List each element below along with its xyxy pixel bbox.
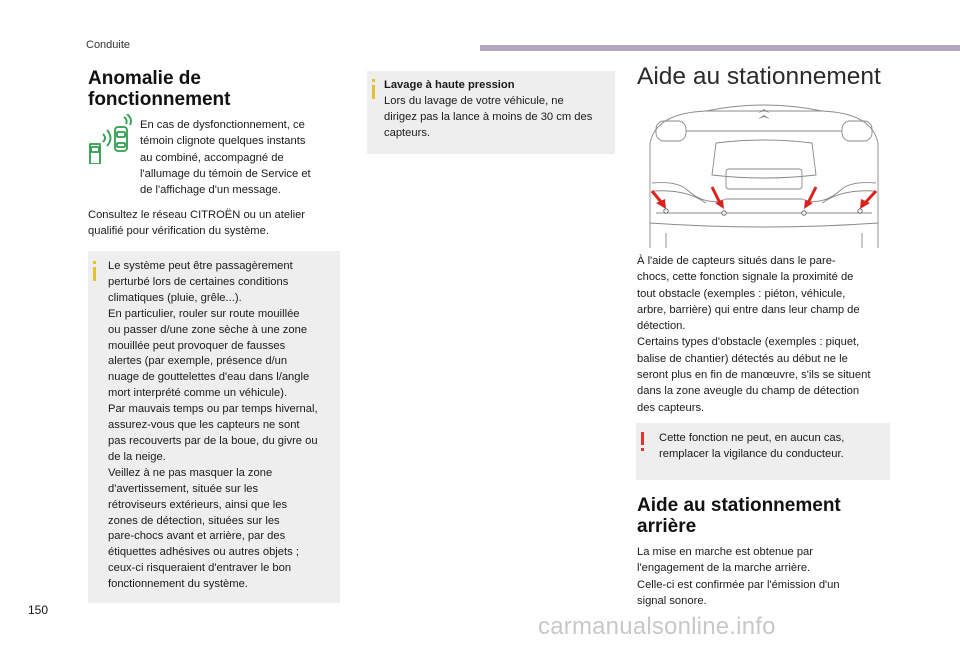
text-line: Cette fonction ne peut, en aucun cas, — [659, 432, 845, 444]
text-line: Consultez le réseau CITROËN ou un atelier — [88, 209, 306, 221]
info-icon-dot — [93, 261, 96, 264]
rear-bumper-sensors-illustration — [646, 103, 882, 248]
text-line: En particulier, rouler sur route mouillée — [108, 307, 300, 320]
text-line: l'engagement de la marche arrière. — [637, 562, 811, 575]
text-line: capteurs. — [384, 126, 431, 139]
aide-heading: Aide au stationnement — [637, 63, 881, 90]
info-icon-dot — [372, 79, 375, 82]
text-line: seront plus en fin de manœuvre, s'ils se situent — [637, 369, 871, 382]
text-line: alertes (par exemple, présence d/un — [108, 355, 288, 368]
text-line: nuage de gouttelettes d'eau dans l/angle — [108, 371, 310, 384]
text-line: au combiné, accompagné de — [140, 151, 284, 164]
text-line: des capteurs. — [637, 401, 705, 414]
consult-paragraph — [88, 207, 338, 240]
text-line: Certains types d'obstacle (exemples : piquet, — [637, 336, 860, 349]
text-line: En cas de dysfonctionnement, ce — [140, 119, 305, 131]
text-line: dirigez pas la lance à moins de 30 cm des — [384, 110, 593, 123]
text-line: Par mauvais temps ou par temps hivernal, — [108, 403, 318, 416]
warning-note-text — [659, 431, 887, 463]
info-note-text — [108, 259, 340, 593]
aide-arriere-paragraph — [637, 544, 887, 609]
text-line: climatiques (pluie, grêle...). — [108, 291, 242, 304]
text-line: fonctionnement du système. — [108, 578, 248, 591]
text-line: À l'aide de capteurs situés dans le pare- — [637, 255, 836, 267]
text-line: balise de chantier) détectés au début ne le — [637, 352, 848, 365]
text-line: pas recouverts par de la boue, du givre ou — [108, 434, 318, 447]
text-line: étiquettes adhésives ou autres objets ; — [108, 546, 299, 559]
info-note-box — [88, 251, 340, 603]
lavage-title: Lavage à haute pression — [384, 79, 515, 91]
text-line: pare-chocs avant et arrière, par des — [108, 530, 286, 543]
anomalie-heading-line2: fonctionnement — [88, 89, 231, 110]
text-line: assurez-vous que les capteurs ne sont — [108, 419, 300, 432]
aide-paragraph — [637, 253, 887, 416]
heading-line: arrière — [637, 516, 697, 537]
warning-icon — [641, 432, 644, 445]
text-line: tout obstacle (exemples : piéton, véhicule, — [637, 287, 846, 300]
text-line: remplacer la vigilance du conducteur. — [659, 447, 844, 460]
aide-arriere-heading — [637, 495, 887, 537]
heading-line: Aide au stationnement — [637, 495, 841, 516]
text-line: témoin clignote quelques instants — [140, 135, 306, 148]
page-number: 150 — [28, 603, 49, 617]
text-line: de l'affichage d'un message. — [140, 184, 281, 197]
warning-icon-dot — [641, 448, 644, 451]
text-line: chocs, cette fonction signale la proximité de — [637, 271, 854, 284]
anomalie-heading-line1: Anomalie de — [88, 68, 201, 89]
text-line: mort interprété comme un véhicule). — [108, 387, 288, 400]
text-line: de la neige. — [108, 450, 166, 463]
text-line: Le système peut être passagèrement — [108, 260, 293, 272]
watermark: carmanualsonline.info — [538, 613, 776, 640]
section-label: Conduite — [86, 39, 131, 51]
text-line: rétroviseurs extérieurs, ainsi que les — [108, 498, 288, 511]
text-line: Celle-ci est confirmée par l'émission d'un — [637, 578, 840, 591]
anomalie-heading — [88, 68, 338, 110]
text-line: ou passer d/une zone sèche à une zone — [108, 323, 308, 336]
text-line: zones de détection, situées sur les — [108, 514, 280, 527]
text-line: l'allumage du témoin de Service et — [140, 167, 311, 180]
lavage-note-box — [367, 71, 615, 154]
text-line: Veillez à ne pas masquer la zone — [108, 466, 273, 479]
text-line: ceux-ci risqueraient d'entraver le bon — [108, 562, 292, 575]
text-line: d'avertissement, située sur les — [108, 482, 259, 495]
dysfunction-paragraph — [140, 117, 335, 198]
lavage-note-text — [384, 78, 614, 142]
text-line: Lors du lavage de votre véhicule, ne — [384, 94, 564, 107]
info-icon — [93, 267, 96, 281]
text-line: détection. — [637, 320, 686, 333]
info-icon — [372, 85, 375, 99]
warning-note-box — [636, 423, 890, 480]
text-line: dans la zone aveugle du champ de détection — [637, 385, 860, 398]
text-line: qualifié pour vérification du système. — [88, 225, 269, 238]
header-bar — [480, 45, 960, 51]
text-line: perturbé lors de certaines conditions — [108, 275, 289, 288]
text-line: arbre, barrière) qui entre dans leur champ de — [637, 303, 860, 316]
text-line: signal sonore. — [637, 594, 707, 607]
text-line: mouillée peut provoquer de fausses — [108, 339, 286, 352]
text-line: La mise en marche est obtenue par — [637, 546, 813, 558]
blind-spot-warning-icon — [88, 114, 134, 164]
